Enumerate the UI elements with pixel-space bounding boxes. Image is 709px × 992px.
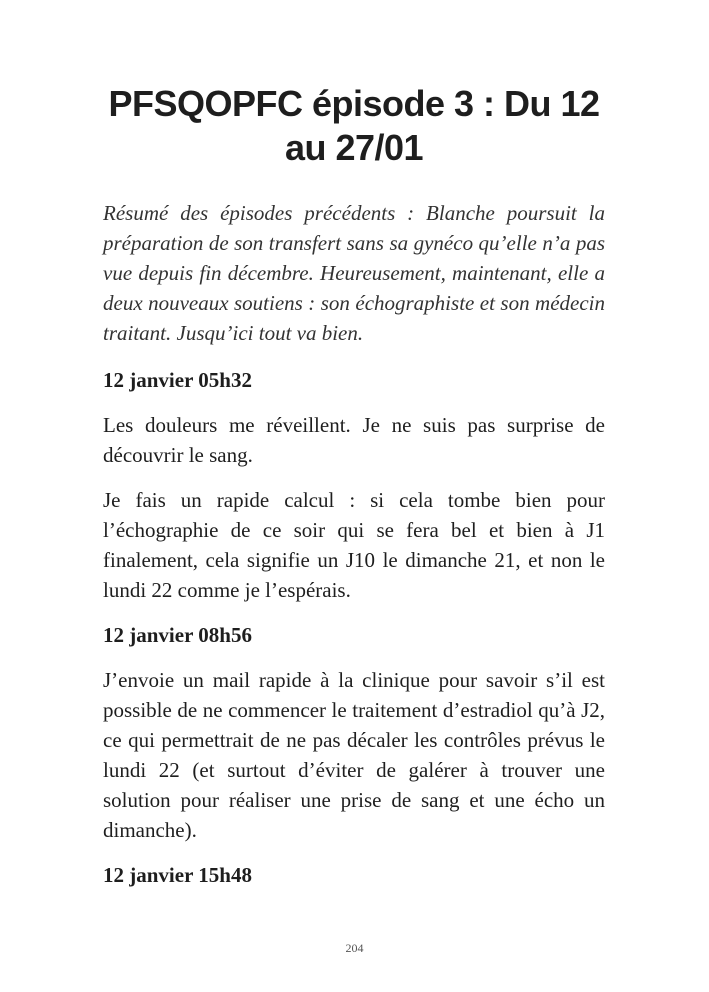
episode-summary: Résumé des épisodes précédents : Blanche poursuit la préparation de son transfert sans sa gynéco qu’elle n’a pas vue depuis fin décembre. Heureusement, maintenant, elle a deux nouveaux soutiens : son échographiste et son médecin traitant. Jusqu’ici tout va bien. bbox=[103, 201, 605, 345]
section-3 bbox=[103, 860, 605, 890]
section-heading: 12 janvier 05h32 bbox=[103, 368, 252, 392]
paragraph: Les douleurs me réveillent. Je ne suis pas surprise de découvrir le sang. bbox=[103, 413, 605, 467]
paragraph: Je fais un rapide calcul : si cela tombe bien pour l’échographie de ce soir qui se fera bel et bien à J1 finalement, cela signifie un J10 le dimanche 21, et non le lundi 22 comme je l’espérais. bbox=[103, 488, 605, 602]
section-1 bbox=[103, 365, 605, 605]
paragraph: J’envoie un mail rapide à la clinique pour savoir s’il est possible de ne commencer le traitement d’estradiol qu’à J2, ce qui permettrait de ne pas décaler les contrôles prévus le lundi 22 (et surtout d’éviter de galérer à trouver une solution pour réaliser une prise de sang et une écho un dimanche). bbox=[103, 668, 605, 842]
document-page bbox=[103, 82, 605, 905]
section-heading: 12 janvier 08h56 bbox=[103, 623, 252, 647]
document-title: PFSQOPFC épisode 3 : Du 12 au 27/01 bbox=[108, 83, 600, 168]
section-2 bbox=[103, 620, 605, 845]
section-heading: 12 janvier 15h48 bbox=[103, 863, 252, 887]
page-number: 204 bbox=[345, 941, 364, 955]
